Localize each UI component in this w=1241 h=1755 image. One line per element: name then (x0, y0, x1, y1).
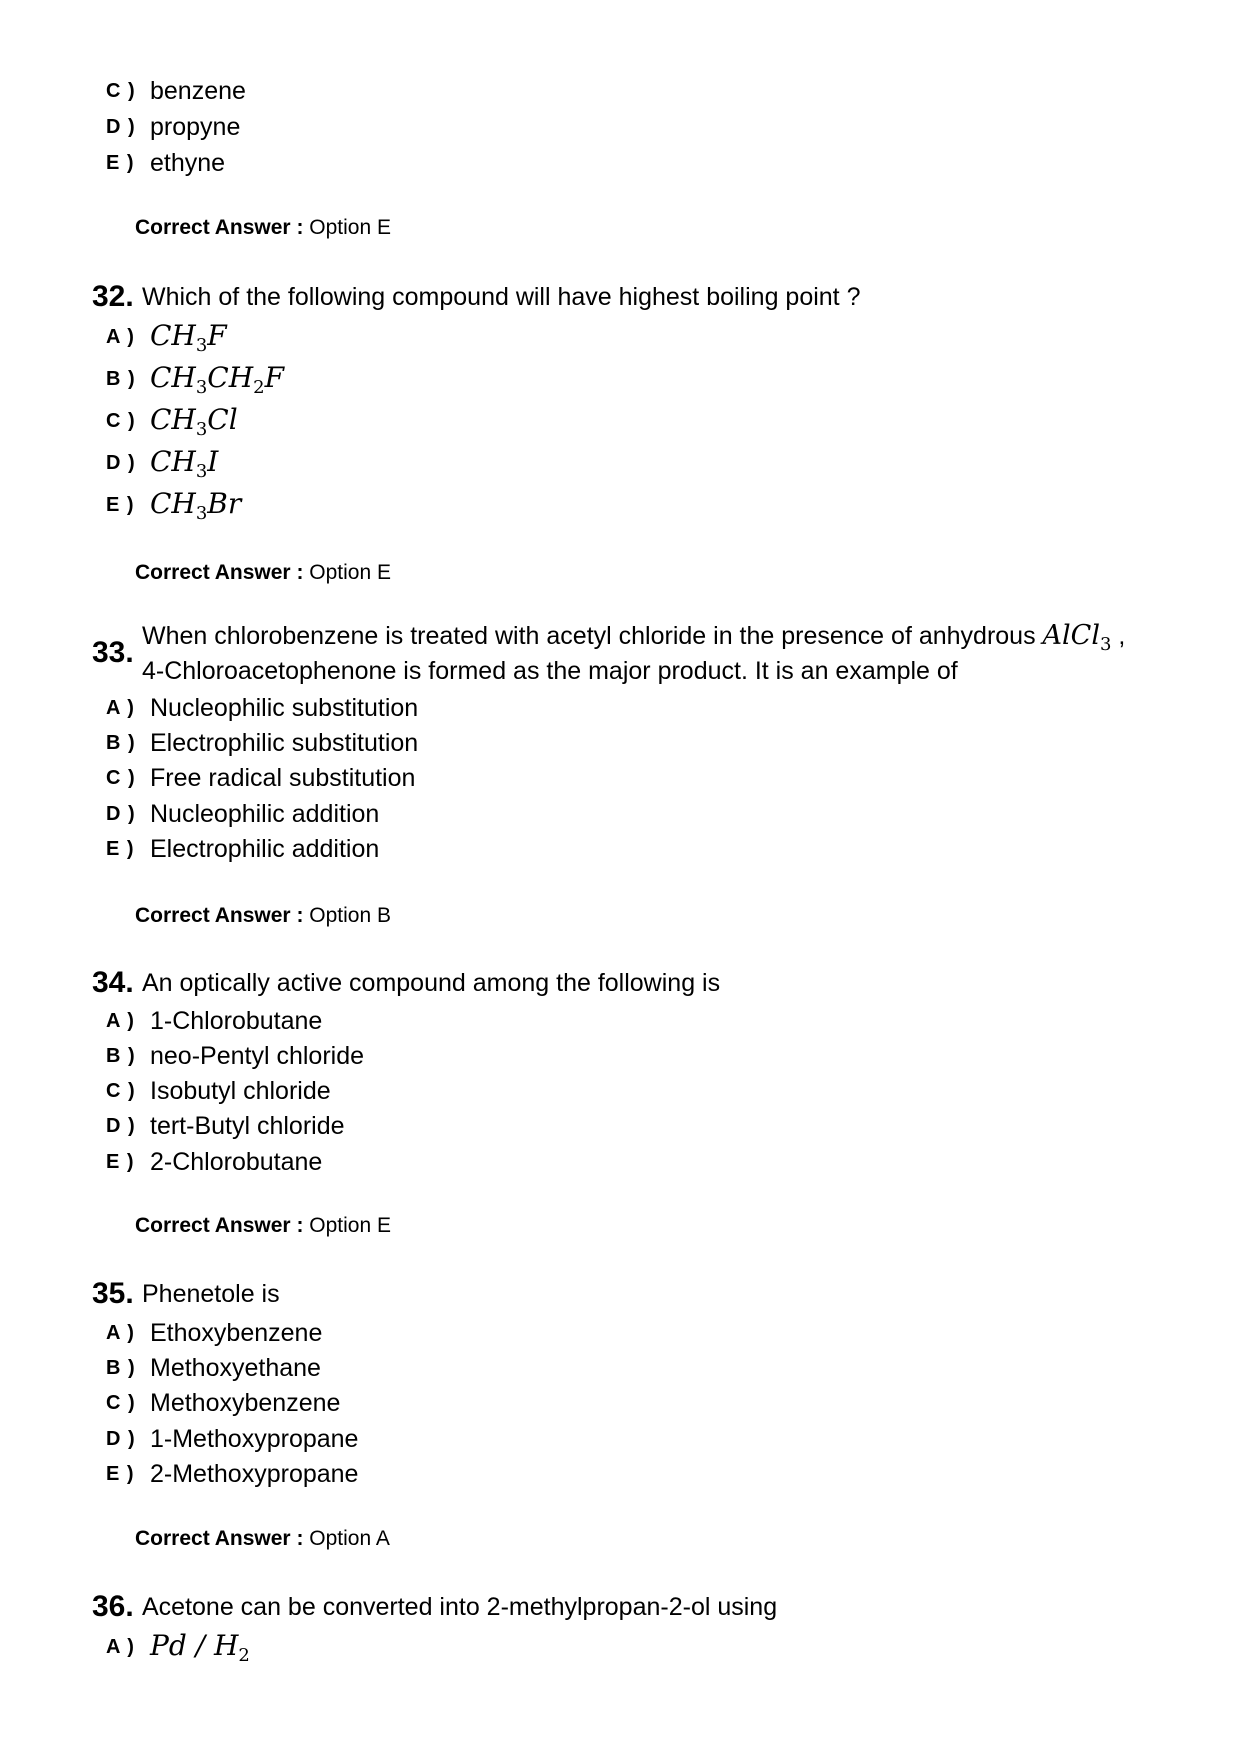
question-number: 32. (92, 280, 134, 313)
question-number: 36. (92, 1590, 134, 1623)
question-number: 33. (92, 636, 134, 669)
option-e (106, 146, 225, 180)
option-letter: B ) (106, 731, 136, 754)
option-letter: C ) (106, 766, 136, 789)
option-c (106, 1074, 331, 1108)
option-e (106, 1457, 358, 1491)
option-e (106, 1145, 322, 1179)
option-e (106, 488, 241, 522)
option-d (106, 1422, 358, 1456)
option-text: Nucleophilic substitution (150, 693, 419, 722)
option-text: Isobutyl chloride (150, 1076, 331, 1105)
formula: $CH_3I$ (150, 444, 219, 482)
option-d (106, 1109, 345, 1143)
option-d (106, 446, 218, 480)
option-text: Ethoxybenzene (150, 1318, 323, 1347)
option-letter: B ) (106, 367, 136, 390)
option-text: Methoxybenzene (150, 1388, 341, 1417)
option-letter: A ) (106, 1321, 135, 1344)
option-letter: A ) (106, 1009, 135, 1032)
option-letter: A ) (106, 696, 135, 719)
answer-label: Correct Answer : (135, 561, 304, 584)
option-text: Methoxyethane (150, 1353, 321, 1382)
question-text-line-2: 4-Chloroacetophenone is formed as the major product. It is an example of (142, 657, 958, 685)
option-text: Nucleophilic addition (150, 799, 380, 828)
option-a (106, 1630, 250, 1664)
formula: $CH_3Br$ (150, 486, 242, 524)
option-letter: E ) (106, 1150, 135, 1173)
option-c (106, 1386, 340, 1420)
option-letter: B ) (106, 1356, 136, 1379)
question-text: An optically active compound among the following is (142, 969, 721, 997)
option-letter: A ) (106, 325, 135, 348)
option-text: Electrophilic substitution (150, 728, 419, 757)
question-text: Acetone can be converted into 2-methylpropan-2-ol using (142, 1593, 778, 1621)
answer-value: Option B (303, 904, 391, 927)
question-number: 35. (92, 1277, 134, 1310)
option-a (106, 1004, 322, 1038)
question-number: 34. (92, 966, 134, 999)
option-letter: A ) (106, 1635, 135, 1658)
option-c (106, 404, 238, 438)
option-text: propyne (150, 112, 241, 141)
option-a (106, 691, 418, 725)
answer-value: Option E (303, 561, 391, 584)
option-text: 2-Methoxypropane (150, 1459, 359, 1488)
option-letter: D ) (106, 451, 136, 474)
formula: $CH_3Cl$ (150, 402, 238, 440)
option-c (106, 761, 415, 795)
option-letter: B ) (106, 1044, 136, 1067)
option-letter: E ) (106, 1462, 135, 1485)
option-a (106, 320, 227, 354)
answer-label: Correct Answer : (135, 904, 304, 927)
correct-answer (135, 904, 391, 928)
option-letter: D ) (106, 1114, 136, 1137)
option-letter: D ) (106, 1427, 136, 1450)
formula: $CH_3F$ (150, 318, 227, 356)
option-text: benzene (150, 76, 246, 105)
correct-answer (135, 561, 391, 585)
correct-answer (135, 1527, 390, 1551)
option-d (106, 110, 240, 144)
option-text: tert-Butyl chloride (150, 1111, 345, 1140)
option-b (106, 726, 418, 760)
option-letter: C ) (106, 1079, 136, 1102)
answer-value: Option E (303, 216, 391, 239)
option-text: neo-Pentyl chloride (150, 1041, 365, 1070)
formula: Pd / $H_2$ (150, 1628, 250, 1666)
answer-label: Correct Answer : (135, 216, 304, 239)
option-letter: E ) (106, 837, 135, 860)
question-text: When chlorobenzene is treated with acetyl chloride in the presence of anhydrous AlCl$_3$ , (142, 620, 1126, 655)
option-b (106, 1351, 321, 1385)
option-c (106, 74, 246, 108)
answer-value: Option A (303, 1527, 390, 1550)
answer-label: Correct Answer : (135, 1214, 304, 1237)
answer-label: Correct Answer : (135, 1527, 304, 1550)
option-text: 1-Chlorobutane (150, 1006, 323, 1035)
option-letter: E ) (106, 493, 135, 516)
question-text: Which of the following compound will have highest boiling point ? (142, 283, 861, 311)
option-letter: C ) (106, 79, 136, 102)
option-letter: D ) (106, 115, 136, 138)
option-text: Electrophilic addition (150, 834, 380, 863)
option-text: 2-Chlorobutane (150, 1147, 323, 1176)
answer-value: Option E (303, 1214, 391, 1237)
option-b (106, 1039, 364, 1073)
option-a (106, 1316, 322, 1350)
option-letter: E ) (106, 151, 135, 174)
option-text: Free radical substitution (150, 763, 416, 792)
correct-answer (135, 1214, 391, 1238)
option-letter: C ) (106, 1391, 136, 1414)
question-text: Phenetole is (142, 1280, 280, 1308)
correct-answer (135, 216, 391, 240)
option-text: 1-Methoxypropane (150, 1424, 359, 1453)
option-d (106, 797, 379, 831)
option-letter: C ) (106, 409, 136, 432)
option-text: ethyne (150, 148, 226, 177)
formula: $CH_3CH_2F$ (150, 360, 285, 398)
option-e (106, 832, 379, 866)
option-b (106, 362, 284, 396)
option-letter: D ) (106, 802, 136, 825)
